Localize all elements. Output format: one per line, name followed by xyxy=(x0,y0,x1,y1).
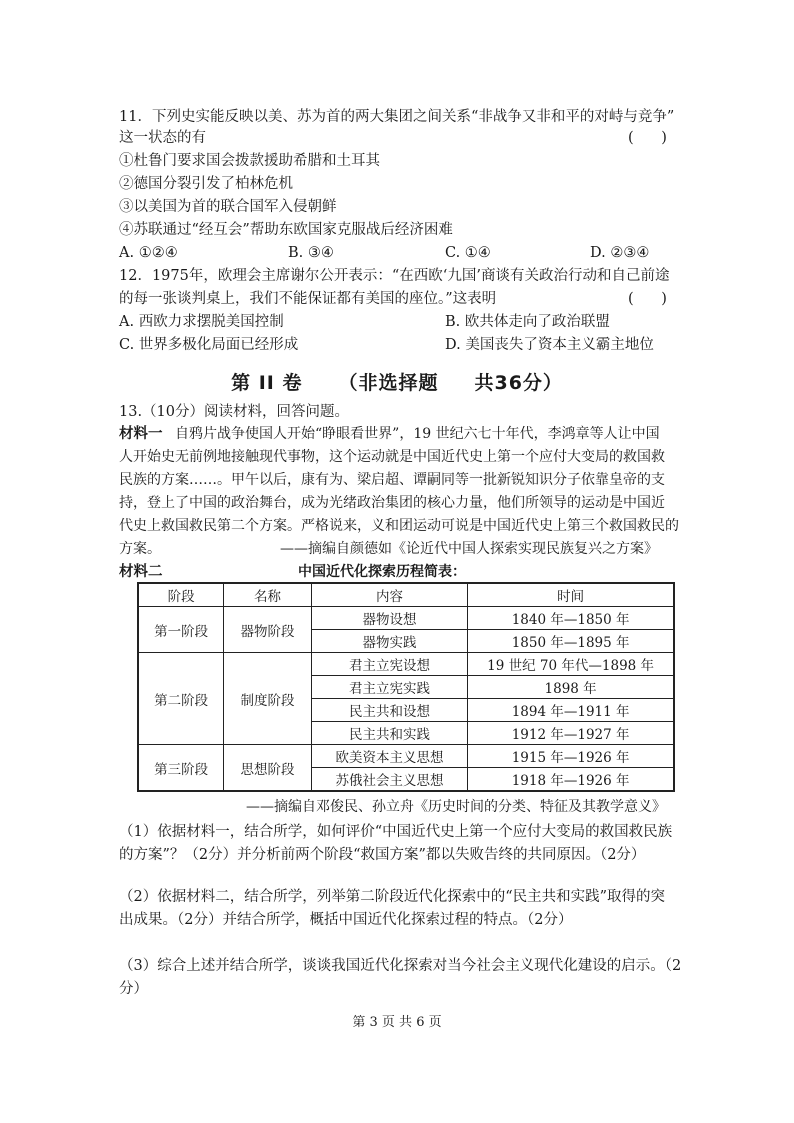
q11-stem-line1: 11．下列史实能反映以美、苏为首的两大集团之间关系“非战争又非和平的对峙与竞争” xyxy=(119,109,675,125)
time-cell: 1918 年—1926 年 xyxy=(468,768,674,792)
content-cell: 君主立宪实践 xyxy=(311,676,467,699)
q11-stem-line2: 这一状态的有 xyxy=(119,130,206,146)
stage-cell: 第二阶段 xyxy=(138,653,224,745)
material-1-line: 持，登上了中国的政治舞台，成为光绪政治集团的核心力量，他们所领导的运动是中国近 xyxy=(119,495,665,511)
material-1-line: 自鸦片战争使国人开始“睁眼看世界”，19 世纪六七十年代，李鸿章等人让中国 xyxy=(175,426,660,442)
content-cell: 欧美资本主义思想 xyxy=(311,745,467,768)
material-1-line: 方案。 xyxy=(119,541,161,557)
table-row xyxy=(138,745,674,768)
page-footer: 第 3 页 共 6 页 xyxy=(352,1015,442,1030)
q11-item-1: ①杜鲁门要求国会拨款援助希腊和土耳其 xyxy=(119,153,380,169)
q11-item-3: ③以美国为首的联合国军入侵朝鲜 xyxy=(119,199,337,215)
q12-option-a: A. 西欧力求摆脱美国控制 xyxy=(119,314,284,330)
q11-answer-bracket: ( ) xyxy=(628,130,667,146)
content-cell: 苏俄社会主义思想 xyxy=(311,768,467,792)
material-1-line: 人开始史无前例地接触现代事物，这个运动就是中国近代史上第一个应付大变局的救国救 xyxy=(119,449,665,465)
time-cell: 19 世纪 70 年代—1898 年 xyxy=(468,653,674,676)
time-cell: 1840 年—1850 年 xyxy=(468,607,674,630)
table-header: 名称 xyxy=(224,583,312,607)
q11-option-d: D. ②③④ xyxy=(590,245,650,261)
q12-answer-bracket: ( ) xyxy=(628,291,667,307)
sub-question-3-line2: 分） xyxy=(119,981,148,997)
name-cell: 思想阶段 xyxy=(224,745,312,792)
sub-question-1-line2: 的方案”？（2分）并分析前两个阶段“救国方案”都以失败告终的共同原因。（2分） xyxy=(119,847,646,863)
table-header: 阶段 xyxy=(138,583,224,607)
section-title xyxy=(0,368,794,395)
section-part: 第 II 卷 xyxy=(231,372,303,394)
material-2-label: 材料二 xyxy=(119,563,163,580)
stage-cell: 第三阶段 xyxy=(138,745,224,792)
material-1-line: 代史上救国救民第二个方案。严格说来，义和团运动可说是中国近代史上第三个救国救民的 xyxy=(119,518,679,534)
sub-question-2-line1: （2）依据材料二，结合所学，列举第二阶段近代化探索中的“民主共和实践”取得的突 xyxy=(119,889,666,905)
q12-option-c: C. 世界多极化局面已经形成 xyxy=(119,337,299,353)
content-cell: 器物设想 xyxy=(311,607,467,630)
table-header: 内容 xyxy=(311,583,467,607)
history-table xyxy=(137,582,675,792)
q11-option-c: C. ①④ xyxy=(445,245,491,261)
q12-stem-line1: 12．1975年，欧理会主席谢尔公开表示：“在西欧‘九国’商谈有关政治行动和自己前途 xyxy=(119,268,670,284)
material-2-title: 中国近代化探索历程简表： xyxy=(298,564,466,580)
q13-intro: 13.（10分）阅读材料，回答问题。 xyxy=(119,404,350,420)
q12-option-b: B. 欧共体走向了政治联盟 xyxy=(445,314,610,330)
section-type: （非选择题 xyxy=(338,372,439,394)
material-1-line: 民族的方案……。甲午以后，康有为、梁启超、谭嗣同等一批新锐知识分子依靠皇帝的支 xyxy=(119,472,665,488)
section-score: 共36分） xyxy=(474,372,563,394)
time-cell: 1912 年—1927 年 xyxy=(468,722,674,745)
name-cell: 制度阶段 xyxy=(224,653,312,745)
q11-option-b: B. ③④ xyxy=(288,245,334,261)
q12-stem-line2: 的每一张谈判桌上，我们不能保证都有美国的座位。”这表明 xyxy=(119,291,497,307)
material-1-label: 材料一 xyxy=(119,425,163,442)
sub-question-3-line1: （3）综合上述并结合所学，谈谈我国近代化探索对当今社会主义现代化建设的启示。（2 xyxy=(119,958,682,974)
q11-item-2: ②德国分裂引发了柏林危机 xyxy=(119,176,293,192)
stage-cell: 第一阶段 xyxy=(138,607,224,653)
content-cell: 民主共和设想 xyxy=(311,699,467,722)
table-header: 时间 xyxy=(468,583,674,607)
time-cell: 1894 年—1911 年 xyxy=(468,699,674,722)
content-cell: 君主立宪设想 xyxy=(311,653,467,676)
content-cell: 民主共和实践 xyxy=(311,722,467,745)
sub-question-2-line2: 出成果。（2分）并结合所学，概括中国近代化探索过程的特点。（2分） xyxy=(119,912,573,928)
q11-item-4: ④苏联通过“经互会”帮助东欧国家克服战后经济困难 xyxy=(119,222,453,238)
q11-option-a: A. ①②④ xyxy=(119,245,178,261)
table-header-row xyxy=(138,583,674,607)
time-cell: 1915 年—1926 年 xyxy=(468,745,674,768)
q12-option-d: D. 美国丧失了资本主义霸主地位 xyxy=(445,337,654,353)
content-cell: 器物实践 xyxy=(311,630,467,653)
material-1-source: ——摘编自颜德如《论近代中国人探索实现民族复兴之方案》 xyxy=(280,541,658,557)
table-row xyxy=(138,607,674,630)
name-cell: 器物阶段 xyxy=(224,607,312,653)
sub-question-1-line1: （1）依据材料一，结合所学，如何评价“中国近代史上第一个应付大变局的救国救民族 xyxy=(119,824,673,840)
time-cell: 1850 年—1895 年 xyxy=(468,630,674,653)
time-cell: 1898 年 xyxy=(468,676,674,699)
material-2-source: ——摘编自邓俊民、孙立舟《历史时间的分类、特征及其教学意义》 xyxy=(246,799,666,815)
table-row xyxy=(138,653,674,676)
